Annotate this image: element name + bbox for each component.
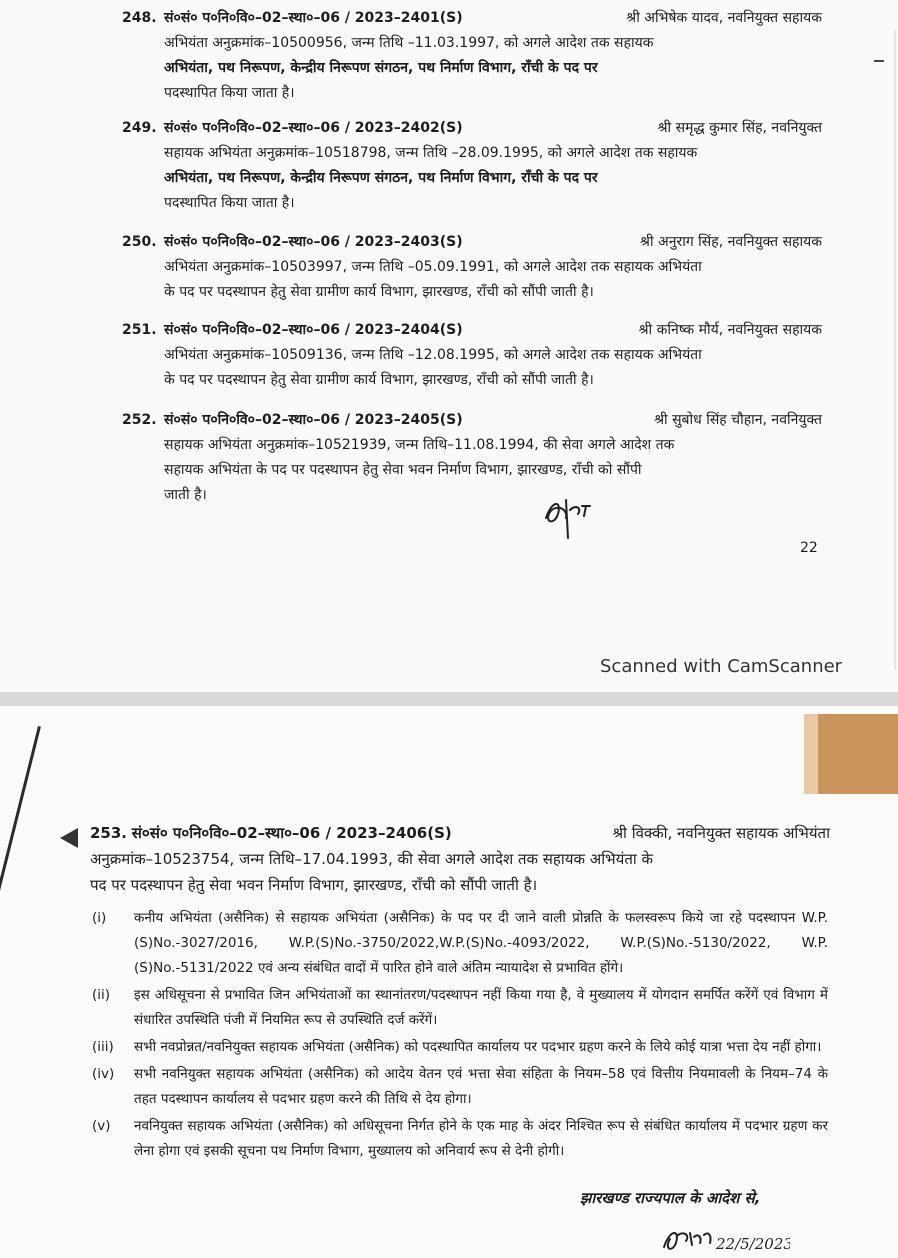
governor-order-line: झारखण्ड राज्यपाल के आदेश से, xyxy=(580,1189,761,1207)
entry-line: अभियंता अनुक्रमांक–10509136, जन्म तिथि –12.08.1995, को अगले आदेश तक सहायक अभियंता xyxy=(164,347,702,363)
order-entry-251 xyxy=(122,318,822,393)
scanned-page-23 xyxy=(0,706,898,1258)
entry-line: अनुक्रमांक–10523754, जन्म तिथि–17.04.1993, की सेवा अगले आदेश तक सहायक अभियंता के xyxy=(90,850,654,868)
entry-line: के पद पर पदस्थापन हेतु सेवा ग्रामीण कार्य विभाग, झारखण्ड, राँची को सौंपी जाती है। xyxy=(164,284,594,300)
condition-text: सभी नवनियुक्त सहायक अभियंता (असैनिक) को आदेय वेतन एवं भत्ता सेवा संहिता के नियम–58 एवं वित्तीय नियमावली के नियम–74 के तहत पदस्थापन कार्यालय से पदभार ग्रहण करने की तिथि से देय होगा। xyxy=(134,1066,828,1107)
employee-name-line: श्री समृद्ध कुमार सिंह, नवनियुक्त xyxy=(657,120,822,136)
entry-number: 253. xyxy=(90,824,128,842)
entry-line: पदस्थापित किया जाता है। xyxy=(164,195,295,211)
employee-name-line: श्री कनिष्क मौर्य, नवनियुक्त सहायक xyxy=(638,322,822,338)
conditions-list xyxy=(88,906,828,1166)
condition-label: (iii) xyxy=(92,1039,114,1055)
entry-line: अभियंता अनुक्रमांक–10500956, जन्म तिथि –11.03.1997, को अगले आदेश तक सहायक xyxy=(164,35,654,51)
condition-text: कनीय अभियंता (असैनिक) से सहायक अभियंता (असैनिक) के पद पर दी जाने वाली प्रोन्नति के फलस्वरूप किये जा रहे पदस्थापन W.P.(S)No.-3027/2016, W.P.(S)No.-3750/2022,W.P.(S)No.-4093/2022, W.P.(S)No.-5130/2022, W.P.(S)No.-5131/2022 एवं अन्य संबंधित वादों में पारित होने वाले अंतिम न्यायादेश से प्रभावित होंगे। xyxy=(134,910,828,976)
entry-line: अभियंता अनुक्रमांक–10503997, जन्म तिथि –05.09.1991, को अगले आदेश तक सहायक अभियंता xyxy=(164,259,702,275)
condition-item xyxy=(88,1114,828,1164)
order-entry-250 xyxy=(122,230,822,305)
reference-number: सं०सं० प०नि०वि०–02–स्था०–06 / 2023–2403(S) xyxy=(164,234,463,250)
margin-mark xyxy=(874,60,884,62)
condition-label: (ii) xyxy=(92,987,111,1003)
reference-number: सं०सं० प०नि०वि०–02–स्था०–06 / 2023–2406(S) xyxy=(131,824,452,842)
condition-label: (v) xyxy=(92,1118,111,1134)
entry-line: पद पर पदस्थापन हेतु सेवा भवन निर्माण विभाग, झारखण्ड, राँची को सौंपी जाती है। xyxy=(90,876,538,894)
condition-item xyxy=(88,906,828,981)
entry-line: जाती है। xyxy=(164,487,207,503)
entry-line: सहायक अभियंता अनुक्रमांक–10521939, जन्म तिथि–11.08.1994, की सेवा अगले आदेश तक xyxy=(164,437,675,453)
reference-number: सं०सं० प०नि०वि०–02–स्था०–06 / 2023–2404(S) xyxy=(164,322,463,338)
handwritten-signature-icon xyxy=(660,1221,790,1258)
scan-corner-stain xyxy=(818,714,898,794)
entry-line: के पद पर पदस्थापन हेतु सेवा ग्रामीण कार्य विभाग, झारखण्ड, राँची को सौंपी जाती है। xyxy=(164,372,594,388)
condition-item xyxy=(88,1035,828,1060)
condition-item xyxy=(88,983,828,1033)
entry-line: सहायक अभियंता के पद पर पदस्थापन हेतु सेवा भवन निर्माण विभाग, झारखण्ड, राँची को सौंपी xyxy=(164,462,642,478)
entry-line: अभियंता, पथ निरूपण, केन्द्रीय निरूपण संगठन, पथ निर्माण विभाग, राँची के पद पर xyxy=(164,60,598,76)
entry-line: पदस्थापित किया जाता है। xyxy=(164,85,295,101)
condition-item xyxy=(88,1062,828,1112)
entry-number: 251. xyxy=(122,322,157,338)
page-edge-shadow xyxy=(894,30,896,670)
condition-text: सभी नवप्रोन्नत/नवनियुक्त सहायक अभियंता (असैनिक) को पदस्थापित कार्यालय पर पदभार ग्रहण करने के लिये कोई यात्रा भत्ता देय नहीं होगा। xyxy=(134,1039,822,1055)
condition-label: (i) xyxy=(92,910,107,926)
condition-text: इस अधिसूचना से प्रभावित जिन अभियंताओं का स्थानांतरण/पदस्थापन नहीं किया गया है, वे मुख्यालय में योगदान समर्पित करेंगें एवं विभाग में संधारित उपस्थिति पंजी में नियमित रूप से उपस्थिति दर्ज करेंगें। xyxy=(134,987,828,1028)
scan-fold-line xyxy=(0,726,41,901)
handwritten-signature-icon xyxy=(538,490,598,544)
entry-number: 249. xyxy=(122,120,157,136)
scanner-watermark: Scanned with CamScanner xyxy=(600,656,843,677)
employee-name-line: श्री अनुराग सिंह, नवनियुक्त सहायक xyxy=(640,234,822,250)
page-separator xyxy=(0,692,898,706)
order-entry-249 xyxy=(122,116,822,216)
page-number: 22 xyxy=(800,540,818,556)
condition-label: (iv) xyxy=(92,1066,115,1082)
entry-number: 248. xyxy=(122,10,157,26)
entry-number: 250. xyxy=(122,234,157,250)
triangle-marker-icon xyxy=(60,828,78,848)
reference-number: सं०सं० प०नि०वि०–02–स्था०–06 / 2023–2405(S) xyxy=(164,412,463,428)
entry-line: सहायक अभियंता अनुक्रमांक–10518798, जन्म तिथि –28.09.1995, को अगले आदेश तक सहायक xyxy=(164,145,698,161)
entry-number: 252. xyxy=(122,412,157,428)
order-entry-252 xyxy=(122,408,822,508)
order-entry-248 xyxy=(122,6,822,106)
employee-name-line: श्री विक्की, नवनियुक्त सहायक अभियंता xyxy=(612,824,830,842)
signature-date: 22/5/2023 xyxy=(716,1235,790,1253)
reference-number: सं०सं० प०नि०वि०–02–स्था०–06 / 2023–2401(S) xyxy=(164,10,463,26)
reference-number: सं०सं० प०नि०वि०–02–स्था०–06 / 2023–2402(S) xyxy=(164,120,463,136)
employee-name-line: श्री अभिषेक यादव, नवनियुक्त सहायक xyxy=(626,10,822,26)
condition-text: नवनियुक्त सहायक अभियंता (असैनिक) को अधिसूचना निर्गत होने के एक माह के अंदर निश्चित रूप से संबंधित कार्यालय में पदभार ग्रहण कर लेना होगा एवं इसकी सूचना पथ निर्माण विभाग, मुख्यालय को अनिवार्य रूप से देनी होगी। xyxy=(134,1118,828,1159)
order-entry-253 xyxy=(90,820,830,898)
scan-edge-stain xyxy=(804,714,818,794)
employee-name-line: श्री सुबोध सिंह चौहान, नवनियुक्त xyxy=(654,412,822,428)
entry-line: अभियंता, पथ निरूपण, केन्द्रीय निरूपण संगठन, पथ निर्माण विभाग, राँची के पद पर xyxy=(164,170,598,186)
